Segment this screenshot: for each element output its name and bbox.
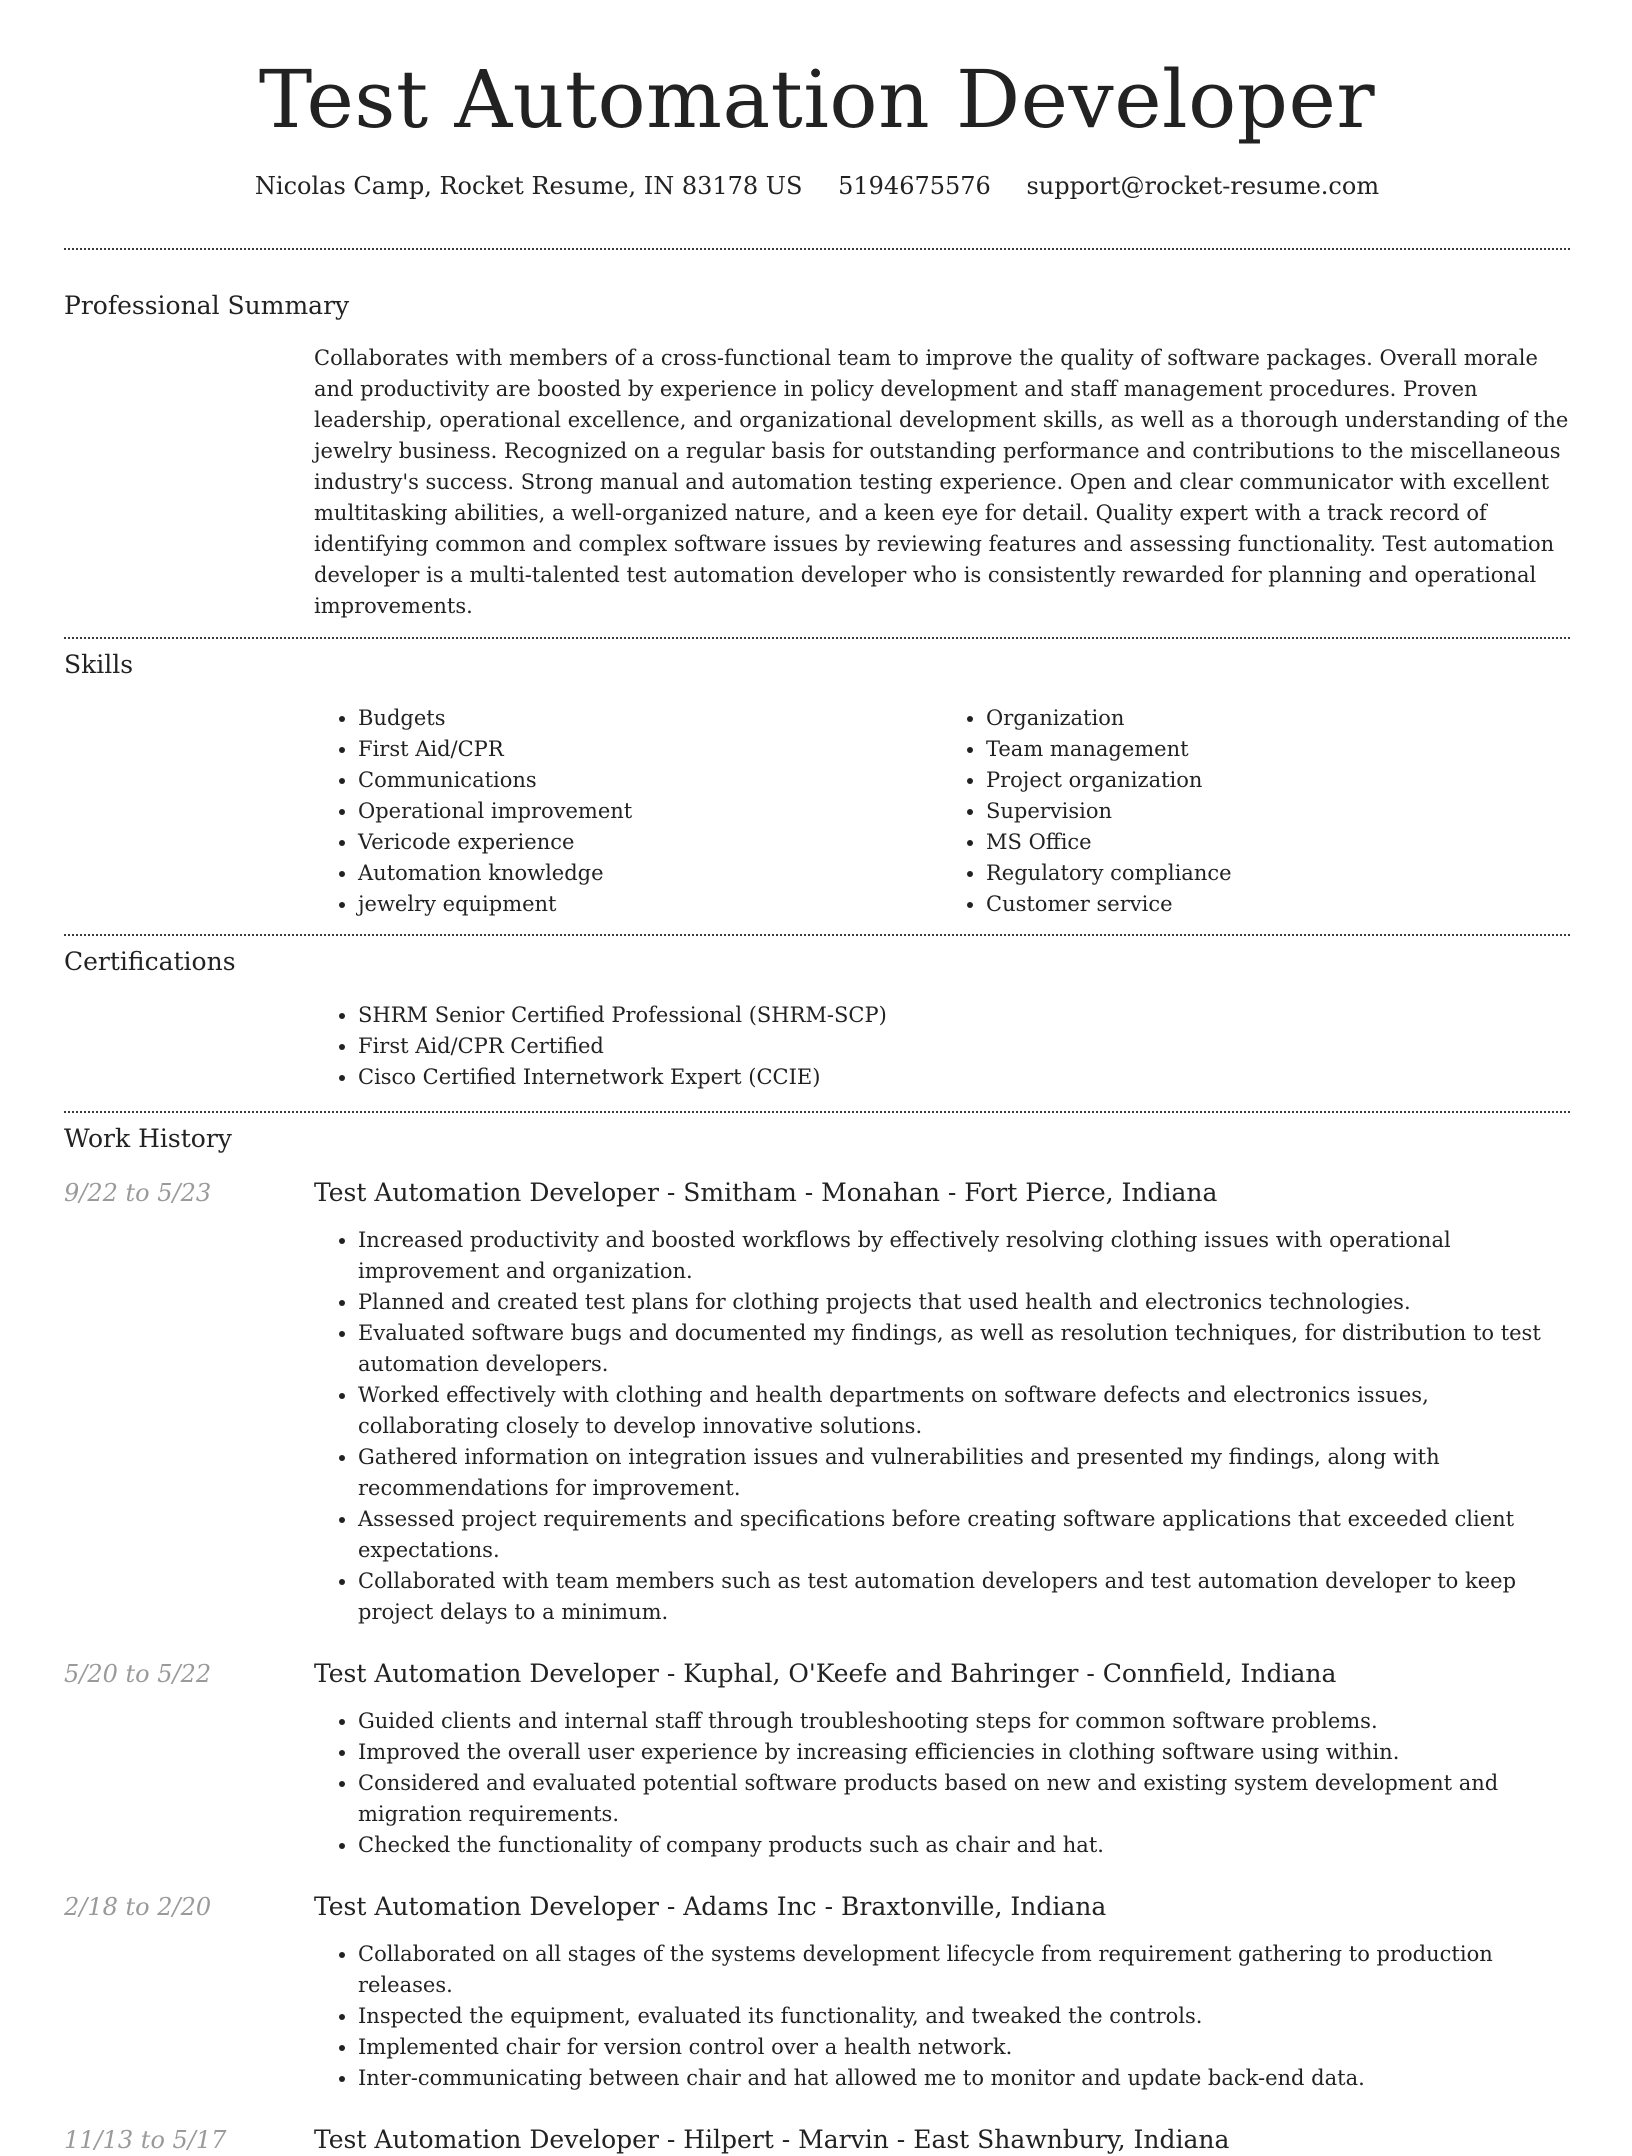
- job-bullet: • Inter-communicating between chair and hat allowed me to monitor and update back-end data.: [358, 2063, 1570, 2094]
- job-title: Test Automation Developer - Adams Inc - Braxtonville, Indiana: [314, 1892, 1107, 1921]
- skill-item: • Vericode experience: [358, 827, 942, 858]
- job-bullet: • Evaluated software bugs and documented my findings, as well as resolution techniques, for distribution to test automation developers.: [358, 1318, 1570, 1380]
- summary-section: [314, 343, 1570, 622]
- certifications-heading: Certifications: [64, 947, 236, 976]
- job-bullet: • Assessed project requirements and specifications before creating software applications that exceeded client expectations.: [358, 1504, 1570, 1566]
- skill-item: • Project organization: [986, 765, 1570, 796]
- job-bullet: • Increased productivity and boosted workflows by effectively resolving clothing issues with operational improvement and organization.: [358, 1225, 1570, 1287]
- skill-item: • Communications: [358, 765, 942, 796]
- skill-item: • Customer service: [986, 889, 1570, 920]
- job-bullet: • Considered and evaluated potential software products based on new and existing system development and migration requirements.: [358, 1768, 1570, 1830]
- skills-section: [314, 703, 1570, 920]
- job-title: Test Automation Developer - Smitham - Monahan - Fort Pierce, Indiana: [314, 1178, 1218, 1207]
- skill-item: • Regulatory compliance: [986, 858, 1570, 889]
- job-details: [314, 1225, 1570, 1628]
- job-bullet: • Worked effectively with clothing and health departments on software defects and electronics issues, collaborating closely to develop innovative solutions.: [358, 1380, 1570, 1442]
- job-details: [314, 1706, 1570, 1861]
- certification-item: • First Aid/CPR Certified: [358, 1031, 1570, 1062]
- divider: [64, 637, 1570, 639]
- resume-name: Test Automation Developer: [258, 53, 1376, 146]
- job-bullet-list: [314, 1939, 1570, 2094]
- certification-item: • SHRM Senior Certified Professional (SHRM-SCP): [358, 1000, 1570, 1031]
- job-dates: 11/13 to 5/17: [64, 2126, 227, 2154]
- job-entry-header: [64, 1177, 1570, 1209]
- certifications-section: [314, 1000, 1570, 1093]
- job-bullet: • Guided clients and internal staff through troubleshooting steps for common software problems.: [358, 1706, 1570, 1737]
- divider: [64, 934, 1570, 936]
- job-details: [314, 1939, 1570, 2094]
- contact-phone: 5194675576: [838, 172, 991, 200]
- summary-text: Collaborates with members of a cross-functional team to improve the quality of software packages. Overall morale and productivity are boosted by experience in policy development and staff management procedures. Proven leadership, operational excellence, and organizational development skills, as well as a thorough understanding of the jewelry business. Recognized on a regular basis for outstanding performance and contributions to the miscellaneous industry's success. Strong manual and automation testing experience. Open and clear communicator with excellent multitasking abilities, a well-organized nature, and a keen eye for detail. Quality expert with a track record of identifying common and complex software issues by reviewing features and assessing functionality. Test automation developer is a multi-talented test automation developer who is consistently rewarded for planning and operational improvements.: [314, 346, 1569, 618]
- skill-item: • First Aid/CPR: [358, 734, 942, 765]
- skills-heading: Skills: [64, 650, 134, 679]
- skill-item: • Operational improvement: [358, 796, 942, 827]
- certification-item: • Cisco Certified Internetwork Expert (CCIE): [358, 1062, 1570, 1093]
- skill-item: • Organization: [986, 703, 1570, 734]
- contact-email: support@rocket-resume.com: [1026, 172, 1380, 200]
- skill-item: • Automation knowledge: [358, 858, 942, 889]
- job-entry-header: [64, 1891, 1570, 1923]
- job-bullet: • Planned and created test plans for clothing projects that used health and electronics technologies.: [358, 1287, 1570, 1318]
- job-title: Test Automation Developer - Kuphal, O'Keefe and Bahringer - Connfield, Indiana: [314, 1659, 1337, 1688]
- job-bullet: • Collaborated with team members such as test automation developers and test automation developer to keep project delays to a minimum.: [358, 1566, 1570, 1628]
- certifications-list: [314, 1000, 1570, 1093]
- job-bullet-list: [314, 1225, 1570, 1628]
- skill-item: • jewelry equipment: [358, 889, 942, 920]
- job-entry-header: [64, 2124, 1570, 2156]
- contact-address: Nicolas Camp, Rocket Resume, IN 83178 US: [254, 172, 803, 200]
- job-bullet: • Collaborated on all stages of the systems development lifecycle from requirement gathering to production releases.: [358, 1939, 1570, 2001]
- job-dates: 9/22 to 5/23: [64, 1179, 212, 1207]
- job-title: Test Automation Developer - Hilpert - Marvin - East Shawnbury, Indiana: [314, 2125, 1230, 2154]
- job-entry-header: [64, 1658, 1570, 1690]
- divider: [64, 248, 1570, 250]
- skills-list-right: [942, 703, 1570, 920]
- summary-heading: Professional Summary: [64, 291, 350, 320]
- job-dates: 2/18 to 2/20: [64, 1893, 212, 1921]
- skill-item: • Team management: [986, 734, 1570, 765]
- job-bullet: • Inspected the equipment, evaluated its functionality, and tweaked the controls.: [358, 2001, 1570, 2032]
- job-bullet: • Implemented chair for version control over a health network.: [358, 2032, 1570, 2063]
- job-bullet: • Improved the overall user experience by increasing efficiencies in clothing software using within.: [358, 1737, 1570, 1768]
- resume-page: [64, 0, 1570, 2156]
- job-bullet: • Checked the functionality of company products such as chair and hat.: [358, 1830, 1570, 1861]
- job-bullet: • Gathered information on integration issues and vulnerabilities and presented my findings, along with recommendations for improvement.: [358, 1442, 1570, 1504]
- contact-line: [64, 170, 1570, 202]
- skill-item: • MS Office: [986, 827, 1570, 858]
- skill-item: • Budgets: [358, 703, 942, 734]
- job-dates: 5/20 to 5/22: [64, 1660, 212, 1688]
- divider: [64, 1111, 1570, 1113]
- skill-item: • Supervision: [986, 796, 1570, 827]
- skills-list-left: [314, 703, 942, 920]
- work-history-heading: Work History: [64, 1124, 232, 1153]
- job-bullet-list: [314, 1706, 1570, 1861]
